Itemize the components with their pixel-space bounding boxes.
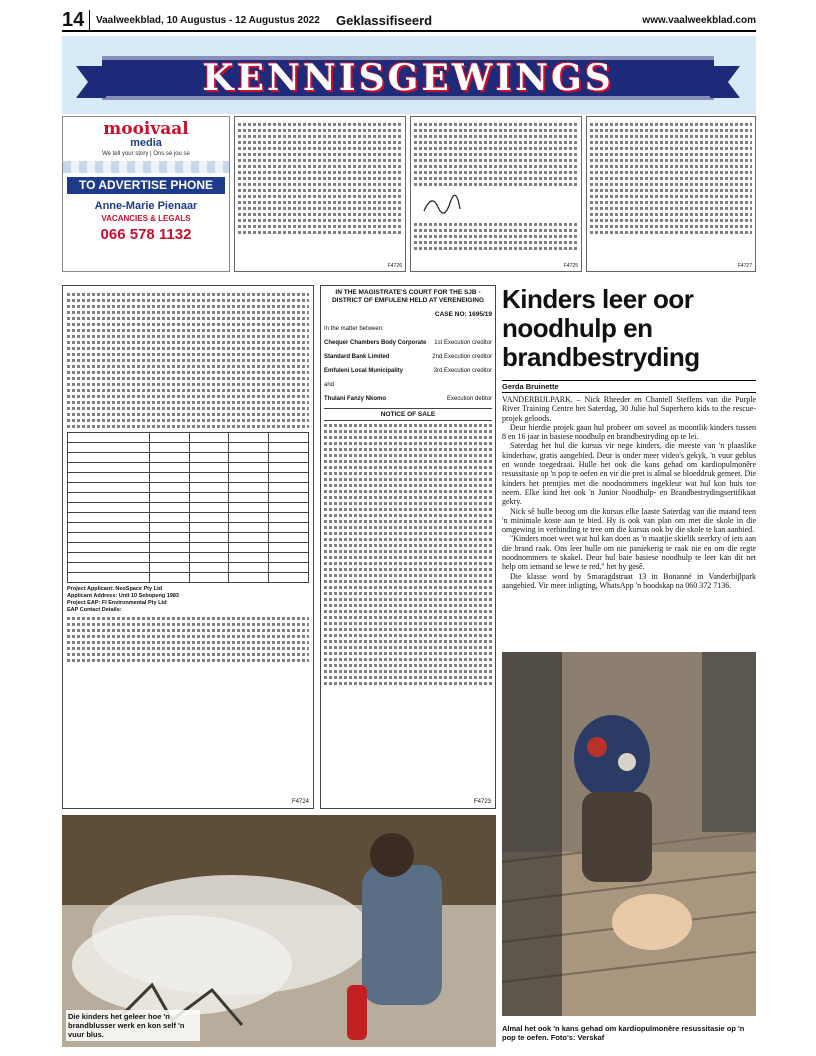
article-paragraph: VANDERBIJLPARK. – Nick Rheeder en Chantell Steffens van die Purple River Training Centre het Saterdag, 30 Julie hul Superhero kids to the rescue-projek geloods. bbox=[502, 395, 756, 423]
party-role: 2nd Execution creditor bbox=[432, 354, 492, 360]
project-applicant: Project Applicant: NeoSpace Pty Ltd bbox=[67, 586, 163, 592]
article-headline: Kinders leer oor noodhulp en brandbestryding bbox=[502, 284, 700, 372]
logo-main: mooivaal bbox=[103, 119, 189, 139]
heritage-notice bbox=[62, 285, 314, 809]
page-header bbox=[62, 10, 756, 32]
photo2-caption: Almal het ook 'n kans gehad om kardiopulmonêre resussitasie op 'n pop te oefen. Foto's: Verskaf bbox=[502, 1024, 745, 1042]
notice-text bbox=[324, 424, 492, 685]
ad-phone[interactable]: 066 578 1132 bbox=[100, 226, 192, 243]
party-row bbox=[324, 354, 492, 360]
page-number: 14 bbox=[62, 10, 90, 30]
party-name: Standard Bank Limited bbox=[324, 354, 390, 360]
mooivaal-logo bbox=[63, 120, 229, 149]
article-paragraph: "Kinders moet weet wat hul kan doen as 'n maatjie skielik seerkry of iets aan die brand raak. Ons leer hulle om nie paniekerig te raak nie en om die regte noodnommers te skakel. Deur hul baie basiese noodhulp te leer kan dit net help om iemand se lewe te red," het hy gesê. bbox=[502, 534, 756, 572]
ad-tagline: We tell your story | Ons se jou se bbox=[102, 151, 190, 157]
notice-ref: F4726 bbox=[387, 263, 402, 269]
notice-text bbox=[67, 293, 309, 428]
banner-ribbon bbox=[102, 56, 714, 100]
notice-text bbox=[67, 617, 309, 662]
logo-sub: media bbox=[130, 137, 162, 149]
article-paragraph: Die klasse word by Smaragdstraat 13 in Bonanné in Vanderbijlpark aangebied. Vir meer inligting, WhatsApp 'n boodskap na 060 372 7136. bbox=[502, 571, 756, 590]
article-paragraph: Nick sê hulle beoog om die kursus elke laaste Saterdag van die maand teen 'n minimale koste aan te bied. Hy is ook van plan om met die skole in die omgewing in verbinding te tree om die kursus ook by die skole te kan aanbied. bbox=[502, 506, 756, 535]
matter-label: In the matter between: bbox=[324, 326, 384, 332]
party-name: Chequer Chambers Body Corporate bbox=[324, 340, 427, 346]
article-paragraph: Saterdag het hul die kursus vir nege kinders, die meeste van 'n plaaslike kinderhaw, gratis aangebied. Deur is onder meer video's gekyk, 'n vuur geblus en wonde toegedraai. Hulle het ook die kans gehad om kardiopulmonêre resussitasie op 'n pop te oefen en vir die pret is almal se bloeddruk gemeet. Die kinders het prentjies met die noodnommers ingekleur wat hul kon huis toe neem. Elke kind het ook 'n Junior Noodhulp- en Brandbestrydingsertifikaat gekry. bbox=[502, 441, 756, 507]
notice-text bbox=[238, 123, 402, 234]
eap-contact: EAP Contact Details: bbox=[67, 607, 122, 613]
notice-column-2 bbox=[410, 116, 582, 272]
party-role: Execution debtor bbox=[446, 396, 492, 402]
party-name: Emfuleni Local Municipality bbox=[324, 368, 404, 374]
case-number: CASE NO: 1695/19 bbox=[434, 311, 492, 318]
ad-image-strip bbox=[63, 161, 229, 173]
issue-date: Vaalweekblad, 10 Augustus - 12 Augustus 2022 bbox=[96, 14, 320, 26]
article-byline: Gerda Bruinette bbox=[502, 380, 756, 393]
notice-text bbox=[590, 123, 752, 234]
photo1-caption: Die kinders het geleer hoe 'n brandblusser werk en kon self 'n vuur blus. bbox=[66, 1010, 200, 1041]
signature-image bbox=[422, 193, 462, 215]
news-article bbox=[502, 285, 756, 590]
party-name: and bbox=[324, 382, 335, 388]
applicant-address: Applicant Address: Unit 10 Sebopeng 1983 bbox=[67, 593, 179, 599]
notice-ref: F4724 bbox=[291, 799, 309, 805]
project-eap: Project EAP: FI Environmental Pty Ltd bbox=[67, 600, 167, 606]
cpr-training-photo bbox=[502, 652, 756, 1016]
party-name: Thulani Fanzy Nkomo bbox=[324, 396, 387, 402]
kennisgewings-banner bbox=[62, 36, 756, 114]
notice-column-3 bbox=[586, 116, 756, 272]
notice-column-1 bbox=[234, 116, 406, 272]
notice-contact bbox=[414, 223, 578, 250]
notice-ref: F4727 bbox=[737, 263, 752, 269]
banner-title: KENNISGEWINGS bbox=[202, 57, 614, 99]
ad-services: VACANCIES & LEGALS bbox=[101, 214, 191, 223]
advertise-ad[interactable] bbox=[62, 116, 230, 272]
ad-contact-name: Anne-Marie Pienaar bbox=[94, 200, 198, 212]
listed-activities-table bbox=[67, 432, 309, 583]
section-title: Geklassifiseerd bbox=[336, 12, 433, 28]
party-row bbox=[324, 382, 492, 388]
notice-ref: F4723 bbox=[473, 799, 491, 805]
website-link[interactable]: www.vaalweekblad.com bbox=[642, 14, 756, 26]
party-role: 1st Execution creditor bbox=[434, 340, 492, 346]
article-body bbox=[502, 395, 756, 590]
ad-call-to-action: TO ADVERTISE PHONE bbox=[67, 177, 225, 194]
notice-of-sale-heading: NOTICE OF SALE bbox=[324, 408, 492, 421]
party-row bbox=[324, 340, 492, 346]
cpr-training-image bbox=[502, 652, 756, 1016]
court-notice bbox=[320, 285, 496, 809]
notice-text bbox=[414, 123, 578, 186]
notice-ref: F4725 bbox=[563, 263, 578, 269]
article-paragraph: Deur hierdie projek gaan hul probeer om soveel as moontlik kinders tussen 8 en 16 jaar in basiese noodhulp en brandbestryding op te lei. bbox=[502, 422, 756, 442]
party-row bbox=[324, 368, 492, 374]
party-row bbox=[324, 396, 492, 402]
court-heading: IN THE MAGISTRATE'S COURT FOR THE SJB - DISTRICT OF EMFULENI HELD AT VERENEIGING bbox=[331, 289, 485, 304]
matter-between bbox=[324, 326, 492, 332]
party-role: 3rd Execution creditor bbox=[433, 368, 492, 374]
